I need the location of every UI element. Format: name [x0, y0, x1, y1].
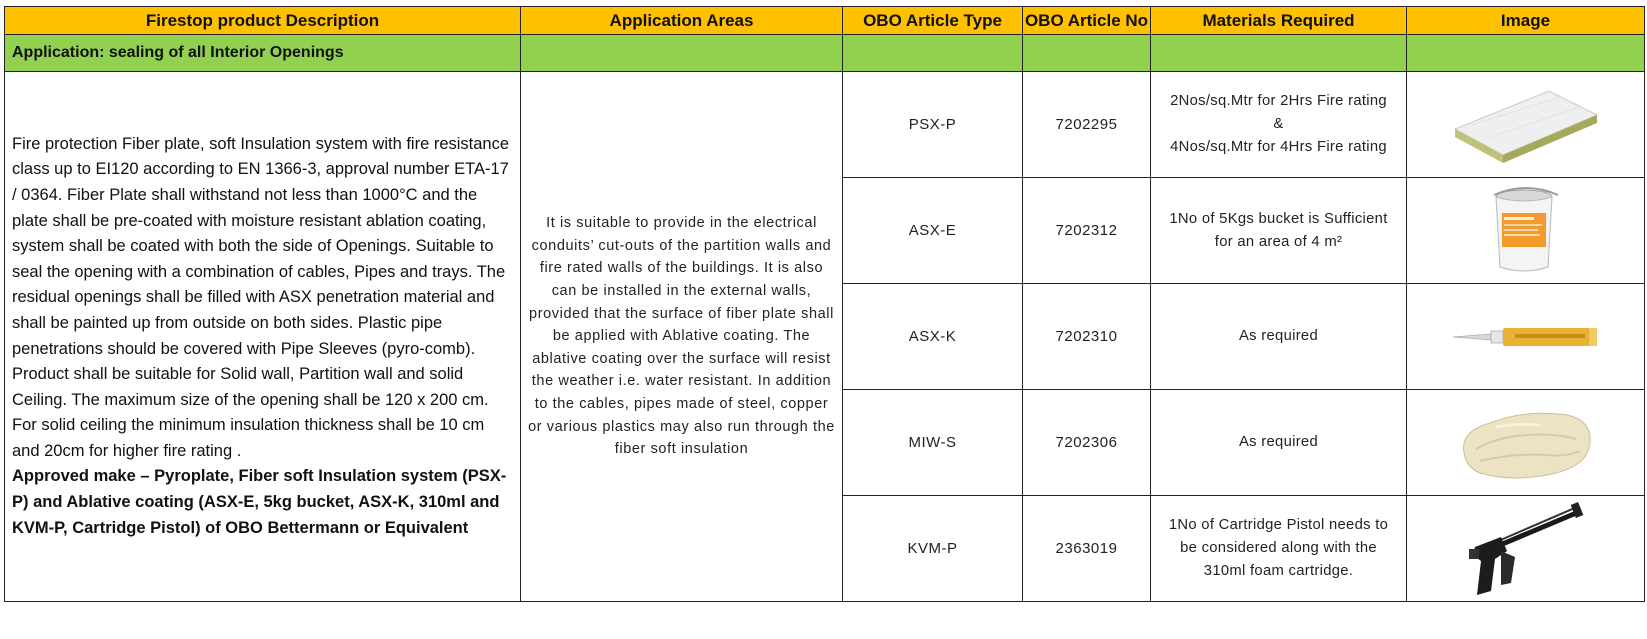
- materials-cell: [1151, 390, 1407, 496]
- materials-line: for an area of 4 m²: [1214, 233, 1343, 250]
- materials-line: 2Nos/sq.Mtr for 2Hrs Fire rating: [1170, 93, 1387, 109]
- materials-line: 310ml foam cartridge.: [1203, 563, 1354, 579]
- article-no-cell: 7202310: [1023, 284, 1151, 390]
- product-description-cell: [5, 72, 521, 602]
- article-type-cell: KVM-P: [843, 496, 1023, 602]
- application-empty-cell: [521, 35, 843, 72]
- article-no-cell: 2363019: [1023, 496, 1151, 602]
- description-text: Fire protection Fiber plate, soft Insulation system with fire resistance class up to EI120 according to EN 1366-3, approval number ETA-17 / 0364. Fiber Plate shall withstand not less than 1000°C and the plate shall be pre-coated with moisture resistant ablation coating, system shall be coated with both the side of Openings. Suitable to seal the opening with a combination of cables, Pipes and trays. The residual openings shall be filled with ASX penetration material and shall be painted up from outside on both sides. Plastic pipe penetrations should be covered with Pipe Sleeves (pyro-comb). Product shall be suitable for Solid wall, Partition wall and solid Ceiling. The maximum size of the opening shall be 120 x 200 cm. For solid ceiling the minimum insulation thickness shall be 10 cm and 20cm for higher fire rating .: [12, 134, 510, 460]
- materials-cell: [1151, 284, 1407, 390]
- article-no-cell: 7202295: [1023, 72, 1151, 178]
- product-image-cell: [1407, 72, 1645, 178]
- header-article-no: OBO Article No: [1023, 7, 1151, 35]
- header-materials-required: Materials Required: [1151, 7, 1407, 35]
- materials-line: As required: [1239, 328, 1318, 344]
- header-image: Image: [1407, 7, 1645, 35]
- application-title: Application: sealing of all Interior Openings: [5, 35, 521, 72]
- materials-cell: [1151, 496, 1407, 602]
- article-type-cell: ASX-K: [843, 284, 1023, 390]
- product-image-cell: [1407, 390, 1645, 496]
- bucket-icon: [1486, 183, 1566, 279]
- header-article-type: OBO Article Type: [843, 7, 1023, 35]
- materials-line: As required: [1239, 434, 1318, 450]
- article-no-cell: 7202306: [1023, 390, 1151, 496]
- product-row: [5, 72, 1645, 178]
- article-type-cell: PSX-P: [843, 72, 1023, 178]
- article-no-cell: 7202312: [1023, 178, 1151, 284]
- materials-line: &: [1273, 116, 1284, 132]
- firestop-table: [4, 6, 1645, 602]
- insulation-bag-icon: [1456, 401, 1596, 485]
- header-application-areas: Application Areas: [521, 7, 843, 35]
- materials-line: 1No of 5Kgs bucket is Sufficient: [1169, 210, 1388, 227]
- materials-line: 4Nos/sq.Mtr for 4Hrs Fire rating: [1170, 139, 1387, 155]
- spreadsheet-table-container: [4, 6, 1644, 633]
- application-empty-cell: [1407, 35, 1645, 72]
- materials-line: be considered along with the: [1180, 540, 1377, 556]
- header-row: [5, 7, 1645, 35]
- fiber-plate-icon: [1451, 85, 1601, 165]
- product-image-cell: [1407, 496, 1645, 602]
- header-description: Firestop product Description: [5, 7, 521, 35]
- application-empty-cell: [1023, 35, 1151, 72]
- approved-make-text: Approved make – Pyroplate, Fiber soft Insulation system (PSX-P) and Ablative coating (ASX-E, 5kg bucket, ASX-K, 310ml and KVM-P, Cartridge Pistol) of OBO Bettermann or Equivalent: [12, 467, 507, 537]
- application-empty-cell: [843, 35, 1023, 72]
- materials-cell: [1151, 72, 1407, 178]
- application-empty-cell: [1151, 35, 1407, 72]
- product-image-cell: [1407, 178, 1645, 284]
- cartridge-pistol-icon: [1461, 499, 1591, 599]
- cartridge-tube-icon: [1451, 322, 1601, 352]
- product-image-cell: [1407, 284, 1645, 390]
- materials-cell: [1151, 178, 1407, 284]
- article-type-cell: ASX-E: [843, 178, 1023, 284]
- application-row: [5, 35, 1645, 72]
- article-type-cell: MIW-S: [843, 390, 1023, 496]
- materials-line: 1No of Cartridge Pistol needs to: [1168, 517, 1389, 533]
- application-areas-cell: It is suitable to provide in the electrical conduits’ cut-outs of the partition walls and fire rated walls of the buildings. It is also can be installed in the external walls, provided that the surface of fiber plate shall be applied with Ablative coating. The ablative coating over the surface will resist the weather i.e. water resistant. In addition to the cables, pipes made of steel, copper or various plastics may also run through the fiber soft insulation: [521, 72, 843, 602]
